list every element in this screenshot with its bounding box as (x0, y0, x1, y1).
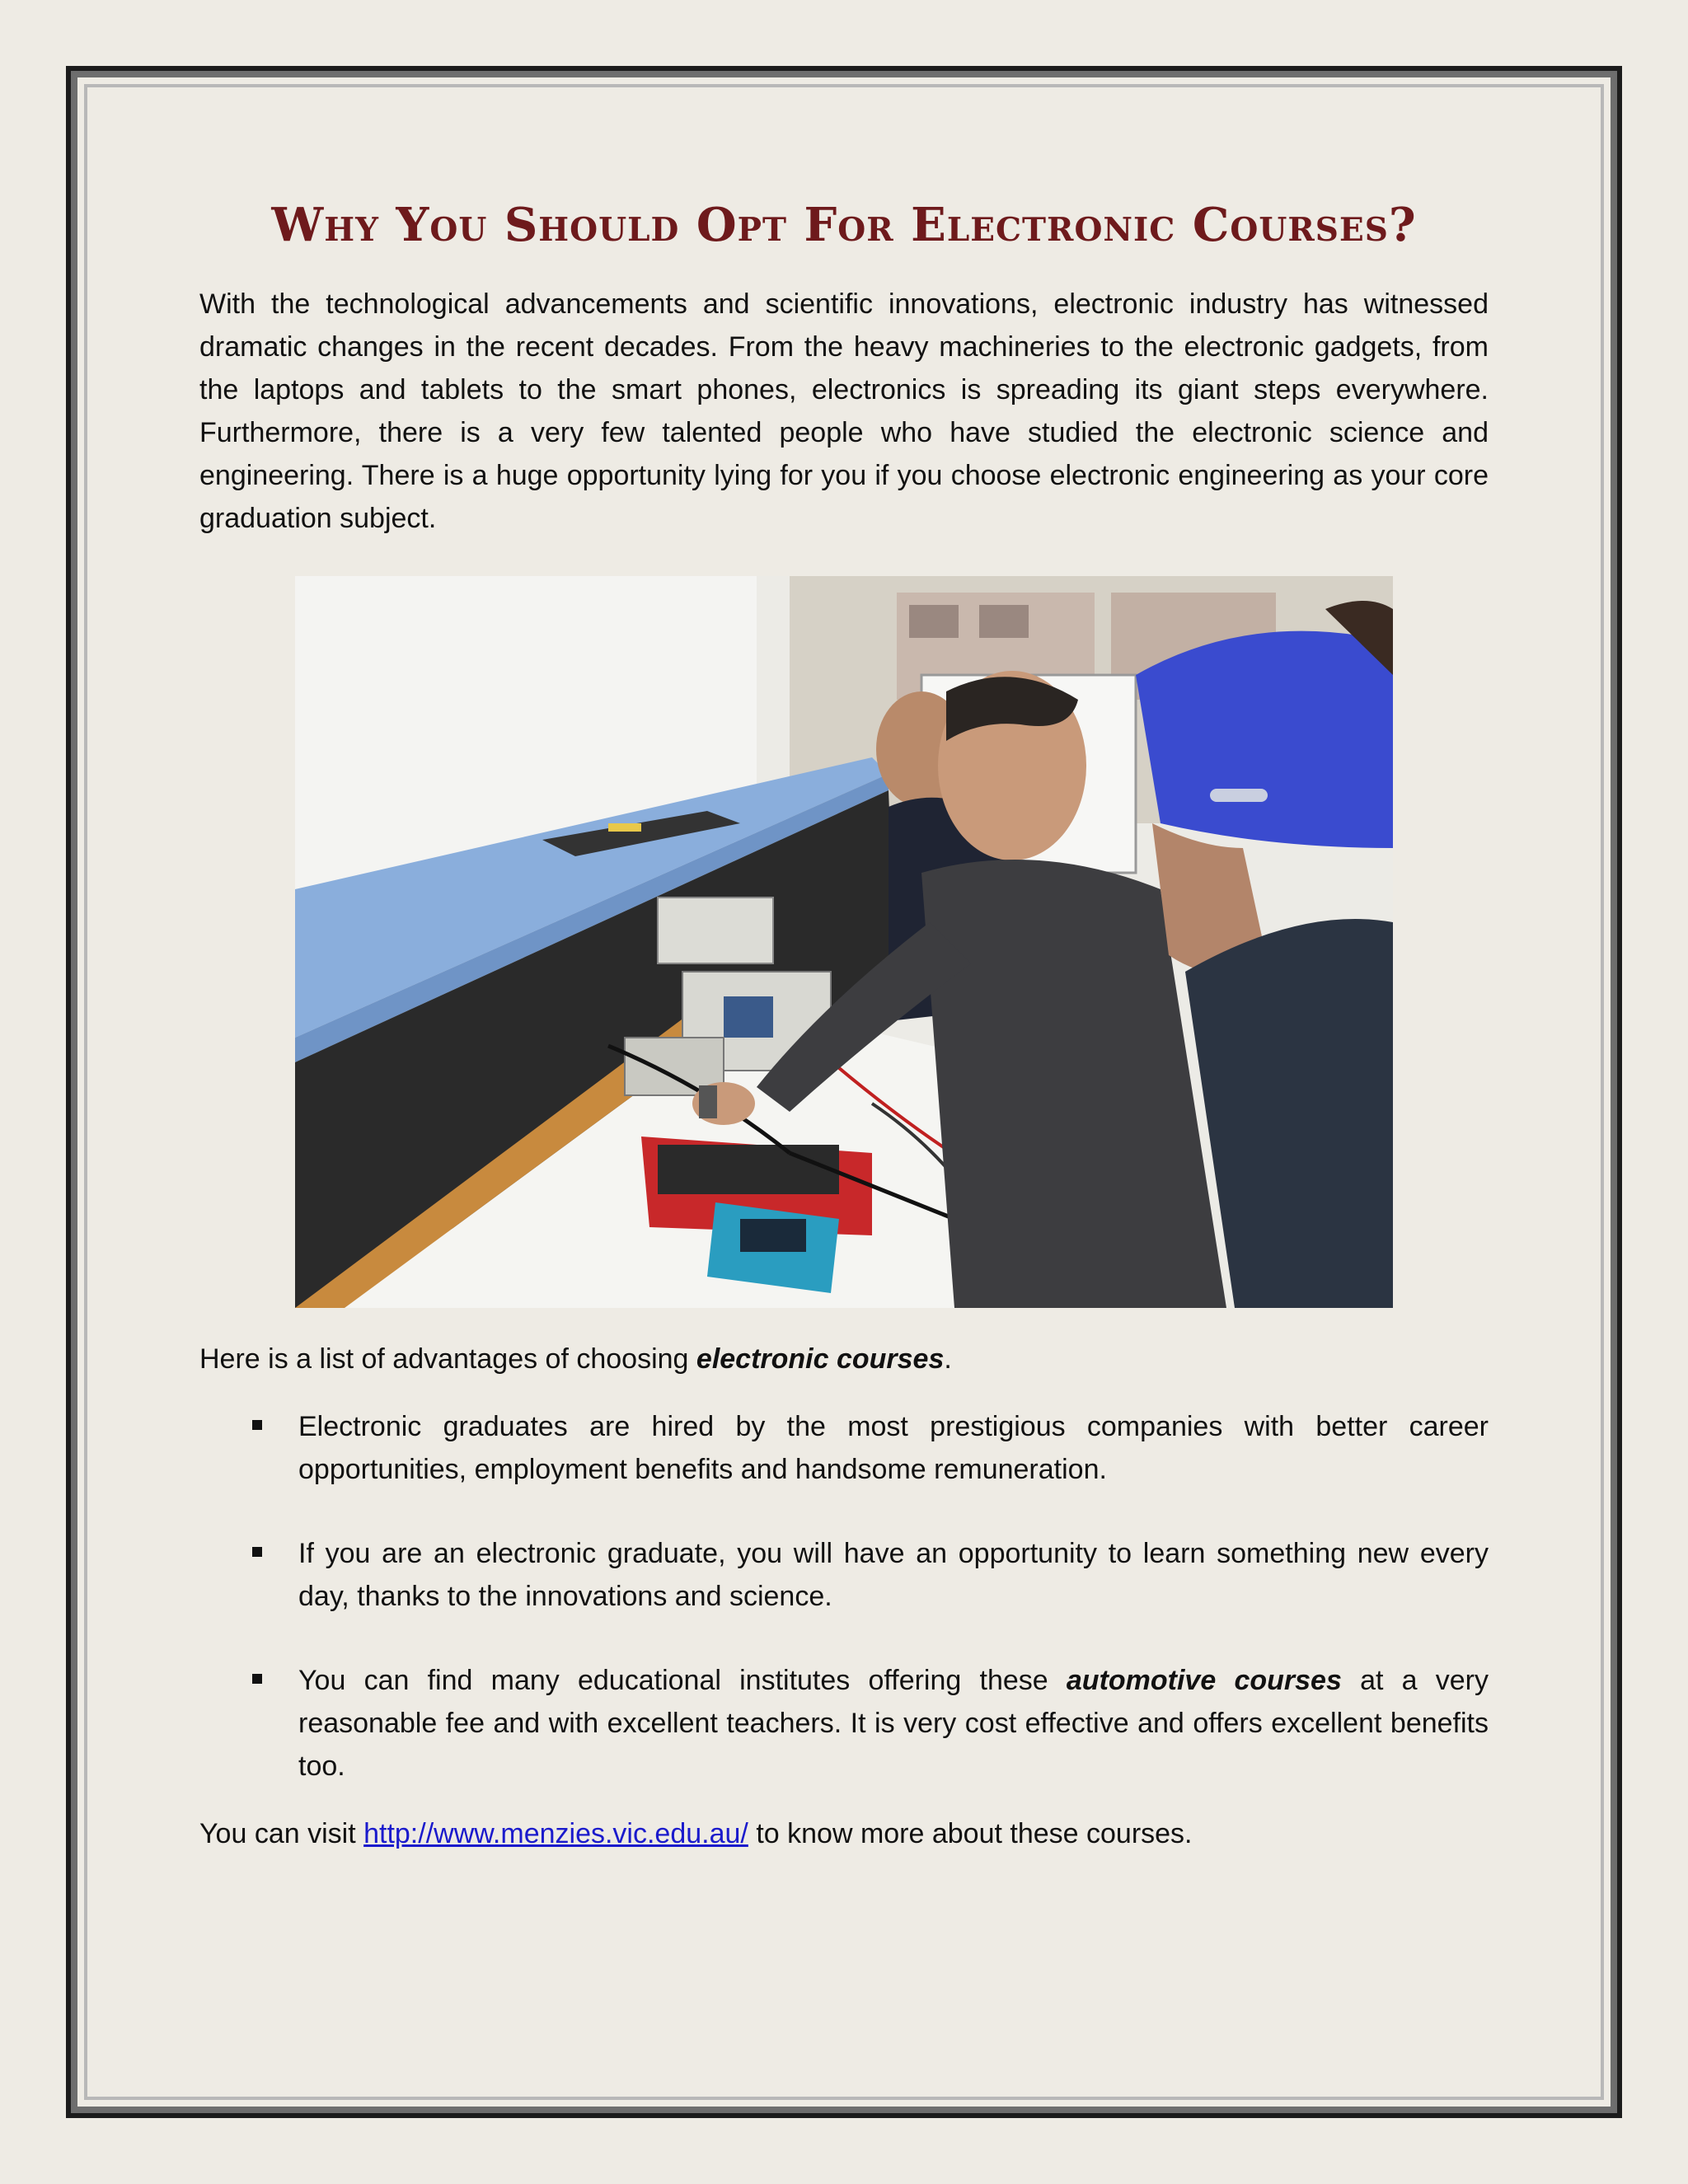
advantage-text-end: at a very reasonable fee and with excellent teachers. It is very cost effective and offers excellent benefits too. (298, 1665, 1489, 1783)
advantage-text: You can find many educational institutes offering these (298, 1665, 1067, 1697)
advantage-text: If you are an electronic graduate, you will have an opportunity to learn something new every day, thanks to the innovations and science. (298, 1538, 1489, 1613)
square-bullet-icon (252, 1674, 262, 1684)
menzies-link[interactable]: http://www.menzies.vic.edu.au/ (363, 1818, 748, 1850)
lab-photo (295, 576, 1393, 1308)
electronics-lab-illustration (295, 576, 1393, 1308)
list-intro-emphasis: electronic courses (696, 1343, 945, 1376)
square-bullet-icon (252, 1420, 262, 1430)
list-item (199, 1532, 1489, 1618)
advantages-list (199, 1405, 1489, 1788)
list-item (199, 1659, 1489, 1788)
document-content (199, 198, 1489, 1855)
list-item (199, 1405, 1489, 1491)
intro-paragraph: With the technological advancements and scientific innovations, electronic industry has witnessed dramatic changes in the recent decades. From the heavy machineries to the electronic gadgets, from the laptops and tablets to the smart phones, electronics is spreading its giant steps everywhere. Furthermore, there is a very few talented people who have studied the electronic science and engineering. There is a huge opportunity lying for you if you choose electronic engineering as your core graduation subject. (199, 288, 1489, 535)
square-bullet-icon (252, 1547, 262, 1557)
advantage-text: Electronic graduates are hired by the most prestigious companies with better career opportunities, employment benefits and handsome remuneration. (298, 1411, 1489, 1486)
visit-paragraph (199, 1812, 1489, 1855)
visit-text-end: to know more about these courses. (748, 1818, 1193, 1850)
list-intro (199, 1338, 1489, 1380)
visit-text: You can visit (199, 1818, 364, 1850)
list-intro-text: Here is a list of advantages of choosing (199, 1343, 696, 1376)
list-intro-end: . (944, 1343, 952, 1376)
advantage-emphasis: automotive courses (1066, 1665, 1342, 1697)
page-title: Why You Should Opt For Electronic Courses? (271, 198, 1417, 252)
